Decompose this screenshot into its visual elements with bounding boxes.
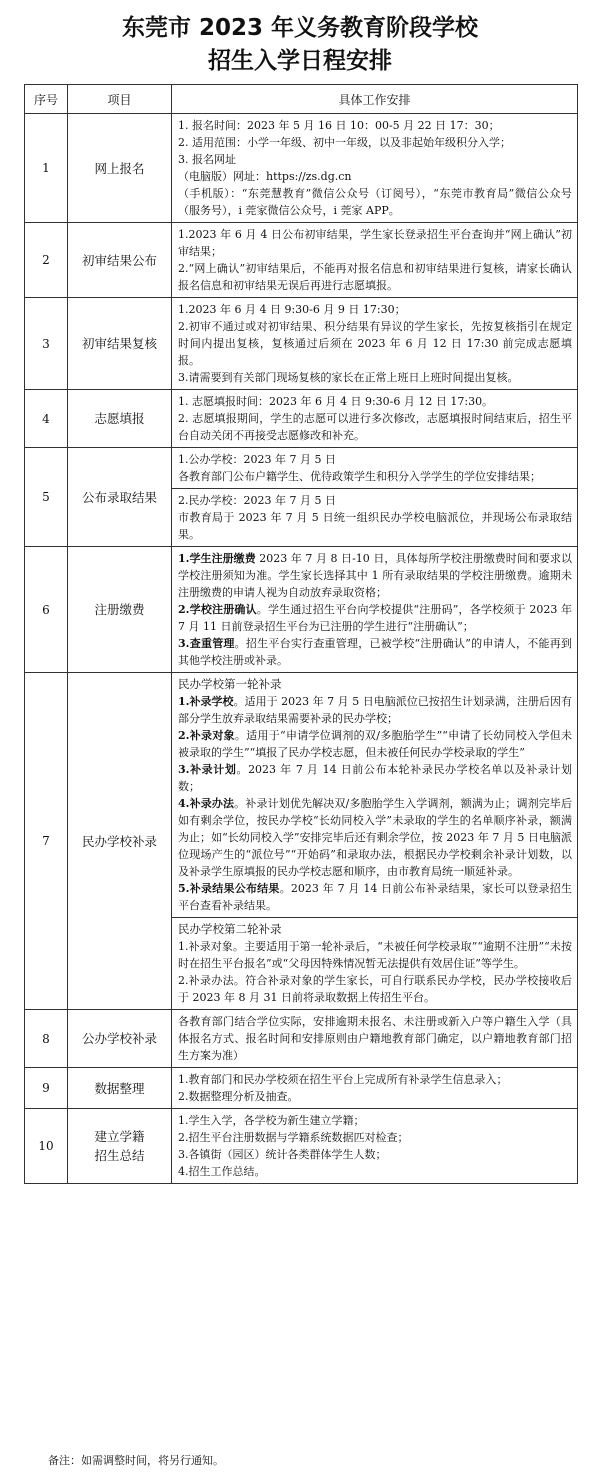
detail-line: 市教育局于 2023 年 7 月 5 日统一组织民办学校电脑派位，并现场公布录取结果。 — [178, 511, 572, 541]
row-item: 初审结果复核 — [68, 298, 172, 390]
page-title: 东莞市 2023 年义务教育阶段学校 — [121, 15, 479, 41]
row-detail — [172, 1109, 578, 1184]
table-row — [25, 1068, 578, 1109]
detail-line: 4.招生工作总结。 — [178, 1165, 266, 1178]
table-row — [25, 390, 578, 448]
entry-heading: 3.补录计划 — [178, 763, 237, 776]
detail-line: 3.请需要到有关部门现场复核的家长在正常上班日上班时间提出复核。 — [178, 371, 519, 384]
entry-heading: 2.学校注册确认 — [178, 603, 257, 616]
detail-line: 2.初审不通过或对初审结果、积分结果有异议的学生家长，先按复核指引在规定时间内提出复核，复核通过后须在 2023 年 6 月 12 日 17:30 前完成志愿填报。 — [178, 320, 572, 367]
table-row — [25, 223, 578, 298]
detail-line: （电脑版）网址：https://zs.dg.cn — [178, 170, 352, 183]
row-detail-round2 — [172, 918, 578, 1010]
row-number: 5 — [25, 448, 68, 547]
entry-text: 。招生平台实行查重管理，已被学校“注册确认”的申请人，不能再到其他学校注册或补录。 — [178, 637, 573, 667]
detail-entry — [178, 635, 572, 669]
entry-heading: 2.补录对象 — [178, 729, 235, 742]
table-row — [25, 547, 578, 673]
round2-title: 民办学校第二轮补录 — [178, 922, 282, 936]
row-item: 民办学校补录 — [68, 673, 172, 1010]
row-detail-round1 — [172, 673, 578, 918]
header-row — [25, 85, 578, 114]
entry-text: 。补录计划优先解决双/多胞胎学生入学调剂，额满为止；调剂完毕后如有剩余学位，按民办学校“长幼同校入学”未录取的学生的名单顺序补录，额满为止；如“长幼同校入学”安排完毕后还有剩余学位，按 2023 年 7 月 5 日电脑派位现场产生的“派位号”“开始码”和录取办法，根据民办学校剩余补录计划数，以及补录学生原填报的民办学校志愿和顺序，由市教育局统一顺延补录。 — [178, 797, 572, 878]
detail-line: 2. 志愿填报期间，学生的志愿可以进行多次修改，志愿填报时间结束后，招生平台自动关闭不再接受志愿修改和补充。 — [178, 412, 572, 442]
row-detail — [172, 114, 578, 223]
detail-entry — [178, 727, 572, 761]
detail-entry — [178, 550, 572, 601]
detail-line: 2.补录办法。符合补录对象的学生家长，可自行联系民办学校，民办学校接收后于 2023 年 8 月 31 日前将录取数据上传招生平台。 — [178, 974, 572, 1004]
page-subtitle: 招生入学日程安排 — [208, 48, 392, 74]
row-detail-private — [172, 489, 578, 547]
header-detail: 具体工作安排 — [172, 85, 578, 114]
row-detail — [172, 1010, 578, 1068]
detail-line: 1.公办学校：2023 年 7 月 5 日 — [178, 453, 336, 466]
detail-line: 3. 报名网址 — [178, 153, 236, 166]
table-row — [25, 1109, 578, 1184]
row-item: 志愿填报 — [68, 390, 172, 448]
entry-heading: 5.补录结果公布结果 — [178, 882, 280, 895]
round1-title: 民办学校第一轮补录 — [178, 677, 282, 691]
entry-heading: 1.学生注册缴费 — [178, 552, 256, 565]
table-row — [25, 673, 578, 918]
detail-entry — [178, 761, 572, 795]
table-row — [25, 1010, 578, 1068]
footnote: 备注：如需调整时间，将另行通知。 — [48, 1454, 224, 1467]
detail-line: 1. 志愿填报时间：2023 年 6 月 4 日 9:30-6 月 12 日 17:30。 — [178, 395, 494, 408]
detail-line: 2. 适用范围：小学一年级、初中一年级，以及非起始年级积分入学； — [178, 136, 511, 149]
header-item: 项目 — [68, 85, 172, 114]
row-detail — [172, 1068, 578, 1109]
row-detail — [172, 298, 578, 390]
detail-line: 1.学生入学，各学校为新生建立学籍； — [178, 1114, 365, 1127]
detail-line: 2.民办学校：2023 年 7 月 5 日 — [178, 494, 336, 507]
entry-heading: 4.补录办法 — [178, 797, 235, 810]
detail-entry — [178, 880, 572, 914]
row-number: 4 — [25, 390, 68, 448]
row-number: 7 — [25, 673, 68, 1010]
table-row — [25, 114, 578, 223]
row-detail — [172, 390, 578, 448]
row-item: 注册缴费 — [68, 547, 172, 673]
detail-line: 1.补录对象。主要适用于第一轮补录后，“未被任何学校录取”“逾期不注册”“未按时在招生平台报名”或“父母因特殊情况暂无法提供有效居住证”等学生。 — [178, 940, 572, 970]
detail-line: 1.2023 年 6 月 4 日公布初审结果，学生家长登录招生平台查询并“网上确认”初审结果； — [178, 228, 572, 258]
entry-heading: 1.补录学校 — [178, 695, 234, 708]
entry-text: 。2023 年 7 月 14 日前公布补录结果，家长可以登录招生平台查看补录结果。 — [178, 882, 572, 912]
row-detail — [172, 223, 578, 298]
entry-text: 。2023 年 7 月 14 日前公布本轮补录民办学校名单以及补录计划数； — [178, 763, 572, 793]
detail-line: 1.教育部门和民办学校须在招生平台上完成所有补录学生信息录入； — [178, 1073, 508, 1086]
row-item: 网上报名 — [68, 114, 172, 223]
schedule-table — [24, 84, 578, 1184]
detail-line: 2.招生平台注册数据与学籍系统数据匹对检查； — [178, 1131, 409, 1144]
row-detail — [172, 547, 578, 673]
detail-line: 各教育部门公布户籍学生、优待政策学生和积分入学学生的学位安排结果； — [178, 470, 541, 483]
row-detail-public — [172, 448, 578, 489]
detail-line: 2.数据整理分析及抽查。 — [178, 1090, 299, 1103]
detail-line: 2.“网上确认”初审结果后，不能再对报名信息和初审结果进行复核，请家长确认报名信息和初审结果无误后再进行志愿填报。 — [178, 262, 572, 292]
table-row — [25, 448, 578, 489]
row-item: 数据整理 — [68, 1068, 172, 1109]
row-item: 公办学校补录 — [68, 1010, 172, 1068]
row-number: 10 — [25, 1109, 68, 1184]
detail-line: 各教育部门结合学位实际，安排逾期未报名、未注册或新入户等户籍生入学（具体报名方式、报名时间和安排原则由户籍地教育部门确定，以户籍地教育部门招生方案为准） — [178, 1015, 572, 1062]
detail-line: 1.2023 年 6 月 4 日 9:30-6 月 9 日 17:30； — [178, 303, 406, 316]
item-line: 招生总结 — [94, 1148, 145, 1163]
detail-line: 1. 报名时间：2023 年 5 月 16 日 10：00-5 月 22 日 17：30； — [178, 119, 500, 132]
entry-text: 。适用于“申请学位调剂的双/多胞胎学生”“申请了长幼同校入学但未被录取的学生”“填报了民办学校志愿，但未被任何民办学校录取的学生” — [178, 729, 572, 759]
row-number: 8 — [25, 1010, 68, 1068]
detail-line: 3.各镇街（园区）统计各类群体学生人数； — [178, 1148, 387, 1161]
row-number: 1 — [25, 114, 68, 223]
item-line: 建立学籍 — [94, 1129, 145, 1144]
header-no: 序号 — [25, 85, 68, 114]
table-row — [25, 298, 578, 390]
entry-text: 2023 年 7 月 8 日-10 日，具体每所学校注册缴费时间和要求以学校注册须知为准。学生家长选择其中 1 所有录取结果的学校注册缴费。逾期未注册缴费的申请人视为自动放弃录取资格； — [178, 552, 572, 599]
detail-entry — [178, 693, 572, 727]
detail-line: （手机版）：“东莞慧教育”微信公众号（订阅号），“东莞市教育局”微信公众号（服务号），i 莞家微信公众号，i 莞家 APP。 — [178, 187, 572, 217]
detail-entry — [178, 601, 572, 635]
row-item: 公布录取结果 — [68, 448, 172, 547]
entry-heading: 3.查重管理 — [178, 637, 235, 650]
row-number: 2 — [25, 223, 68, 298]
detail-entry — [178, 795, 572, 880]
row-item — [68, 1109, 172, 1184]
entry-text: 。学生通过招生平台向学校提供“注册码”，各学校须于 2023 年 7 月 11 日前登录招生平台为已注册的学生进行“注册确认”； — [178, 603, 573, 633]
row-number: 3 — [25, 298, 68, 390]
row-number: 6 — [25, 547, 68, 673]
row-item: 初审结果公布 — [68, 223, 172, 298]
row-number: 9 — [25, 1068, 68, 1109]
entry-text: 。适用于 2023 年 7 月 5 日电脑派位已按招生计划录满，注册后因有部分学生放弃录取结果需要补录的民办学校； — [178, 695, 572, 725]
